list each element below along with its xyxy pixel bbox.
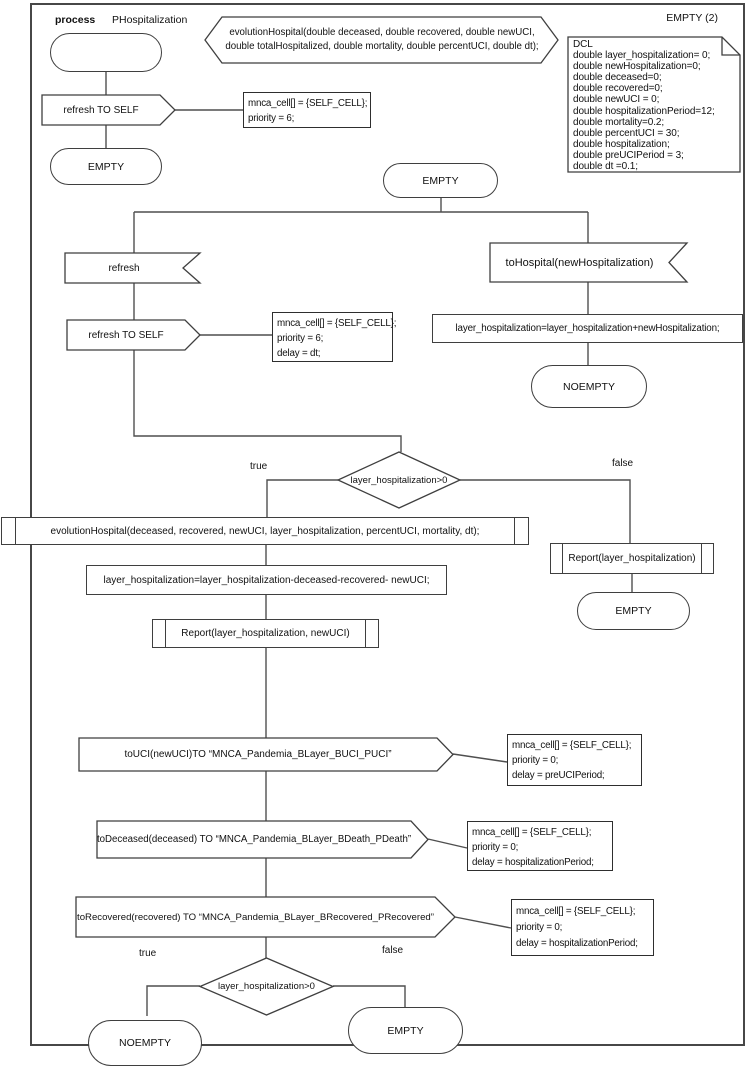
connector-decision2-false xyxy=(333,986,405,1007)
comment-refresh2 xyxy=(272,312,397,362)
dcl-line: DCL xyxy=(573,39,593,50)
input-tohospital-text: toHospital(newHospitalization) xyxy=(505,256,654,269)
comment-line: priority = 6; xyxy=(277,333,324,344)
task-add-hospitalization-text: layer_hospitalization=layer_hospitalization+newHospitalization; xyxy=(455,323,720,334)
dcl-line: double preUCIPeriod = 3; xyxy=(573,149,684,161)
comment-line: delay = preUCIPeriod; xyxy=(512,770,605,781)
dcl-line: double mortality=0.2; xyxy=(573,116,665,128)
dcl-line: double percentUCI = 30; xyxy=(573,127,680,139)
comment-line: mnca_cell[] = {SELF_CELL}; xyxy=(248,98,368,109)
output-todeceased-text: toDeceased(deceased) TO “MNCA_Pandemia_BLayer_BDeath_PDeath” xyxy=(96,834,412,845)
comment-line: mnca_cell[] = {SELF_CELL}; xyxy=(516,906,636,917)
decision1-text: layer_hospitalization>0 xyxy=(350,474,448,486)
comment-torecovered xyxy=(511,899,654,956)
state-empty-bottom: EMPTY xyxy=(348,1007,463,1054)
call-report-false-text: Report(layer_hospitalization) xyxy=(568,553,696,564)
comment-line: priority = 6; xyxy=(248,113,295,124)
dcl-line: double recovered=0; xyxy=(573,83,663,95)
dcl-line: double newUCI = 0; xyxy=(573,94,660,106)
connector-output2-to-decision1 xyxy=(134,350,401,452)
output-touci-text: toUCI(newUCI)TO “MNCA_Pandemia_BLayer_BUCI_PUCI” xyxy=(124,749,392,760)
dcl-line: double hospitalizationPeriod=12; xyxy=(573,105,715,117)
signature-comment-text xyxy=(206,20,558,60)
signature-line-2: double totalHospitalized, double mortality, double percentUCI, double dt); xyxy=(225,41,539,52)
output-refresh-to-self-2-text: refresh TO SELF xyxy=(88,329,164,341)
comment-line: priority = 0; xyxy=(512,755,559,766)
signature-line-1: evolutionHospital(double deceased, double recovered, double newUCI, xyxy=(229,27,535,38)
connector-decision1-true xyxy=(267,480,338,517)
connector-decision2-true xyxy=(147,986,200,1016)
input-refresh-text: refresh xyxy=(108,262,140,274)
call-report-main-text: Report(layer_hospitalization, newUCI) xyxy=(181,628,350,639)
comment-refresh1 xyxy=(243,92,371,128)
connector-touci-to-comment3 xyxy=(453,754,507,762)
comment-line: priority = 0; xyxy=(516,922,563,933)
state-empty-center: EMPTY xyxy=(383,163,498,198)
decision1-false-label: false xyxy=(612,458,634,469)
state-noempty-right: NOEMPTY xyxy=(531,365,647,408)
dcl-line: double newHospitalization=0; xyxy=(573,61,701,73)
decision1-true-label: true xyxy=(250,461,268,472)
state-empty-left: EMPTY xyxy=(50,148,162,185)
decision2-true-label: true xyxy=(139,948,157,959)
dcl-line: double layer_hospitalization= 0; xyxy=(573,50,711,62)
start-state xyxy=(50,33,162,72)
comment-line: delay = hospitalizationPeriod; xyxy=(516,938,638,949)
process-kind-label: process xyxy=(55,14,96,26)
comment-line: delay = hospitalizationPeriod; xyxy=(472,857,594,868)
state-empty-false: EMPTY xyxy=(577,592,690,630)
comment-line: priority = 0; xyxy=(472,842,519,853)
state-noempty-bottom: NOEMPTY xyxy=(88,1020,202,1066)
connector-todeceased-to-comment4 xyxy=(428,839,467,848)
comment-line: mnca_cell[] = {SELF_CELL}; xyxy=(512,740,632,751)
comment-todeceased xyxy=(467,821,613,871)
task-subtract-outputs-text: layer_hospitalization=layer_hospitalization-deceased-recovered- newUCI; xyxy=(103,574,430,586)
comment-touci xyxy=(507,734,642,786)
output-torecovered-text: toRecovered(recovered) TO “MNCA_Pandemia_BLayer_BRecovered_PRecovered” xyxy=(77,911,434,923)
decision2-text: layer_hospitalization>0 xyxy=(218,981,315,992)
dcl-line: double dt =0.1; xyxy=(573,161,638,173)
dcl-line: double hospitalization; xyxy=(573,138,670,150)
comment-line: mnca_cell[] = {SELF_CELL}; xyxy=(277,318,397,329)
declarations-text xyxy=(573,39,738,172)
comment-line: mnca_cell[] = {SELF_CELL}; xyxy=(472,827,592,838)
call-evolution-hospital-text: evolutionHospital(deceased, recovered, newUCI, layer_hospitalization, percentUCI, mortality, dt); xyxy=(50,525,480,537)
comment-line: delay = dt; xyxy=(277,348,321,359)
output-refresh-to-self-1-text: refresh TO SELF xyxy=(63,104,139,116)
decision2-false-label: false xyxy=(382,945,404,956)
dcl-line: double deceased=0; xyxy=(573,72,662,84)
process-name-label: PHospitalization xyxy=(112,14,188,26)
frame-top-right-label: EMPTY (2) xyxy=(666,12,718,24)
connector-torecovered-to-comment5 xyxy=(455,917,511,928)
